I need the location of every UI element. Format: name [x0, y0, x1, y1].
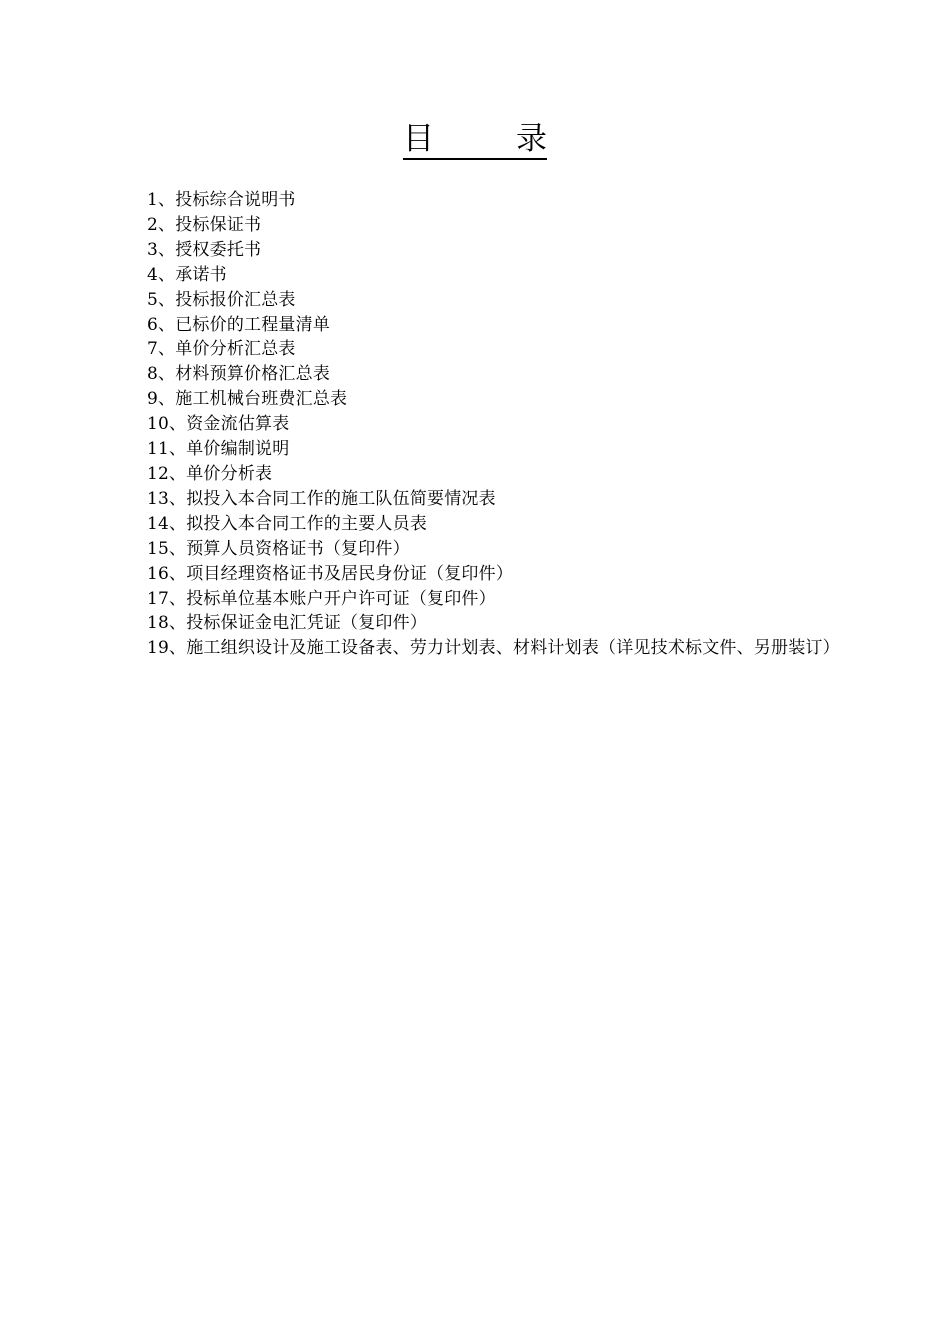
toc-item-10: 10、资金流估算表	[147, 414, 290, 435]
title-underlined	[403, 120, 547, 160]
toc-item-6: 6、已标价的工程量清单	[147, 314, 331, 335]
toc-item-12: 12、单价分析表	[147, 463, 273, 484]
toc-item-4: 4、承诺书	[147, 264, 227, 285]
toc-item-3: 3、授权委托书	[147, 239, 262, 260]
toc-item-17: 17、投标单位基本账户开户许可证（复印件）	[147, 588, 496, 609]
toc-item-15: 15、预算人员资格证书（复印件）	[147, 538, 410, 559]
page-title	[0, 118, 950, 160]
toc-item-13: 13、拟投入本合同工作的施工队伍简要情况表	[147, 488, 496, 509]
toc-item-5: 5、投标报价汇总表	[147, 289, 296, 310]
toc-item-19: 19、施工组织设计及施工设备表、劳力计划表、材料计划表（详见技术标文件、另册装订）	[147, 638, 840, 659]
table-of-contents	[112, 188, 840, 661]
toc-item-14: 14、拟投入本合同工作的主要人员表	[147, 513, 428, 534]
toc-item-8: 8、材料预算价格汇总表	[147, 364, 331, 385]
title-left-char: 目	[403, 121, 434, 157]
title-right-char: 录	[516, 121, 547, 157]
toc-item-2: 2、投标保证书	[147, 214, 262, 235]
toc-item-1: 1、投标综合说明书	[147, 190, 296, 210]
toc-item-9: 9、施工机械台班费汇总表	[147, 389, 348, 410]
toc-item-11: 11、单价编制说明	[147, 439, 290, 460]
toc-item-16: 16、项目经理资格证书及居民身份证（复印件）	[147, 563, 514, 584]
toc-item-18: 18、投标保证金电汇凭证（复印件）	[147, 613, 428, 634]
toc-item-7: 7、单价分析汇总表	[147, 339, 296, 360]
